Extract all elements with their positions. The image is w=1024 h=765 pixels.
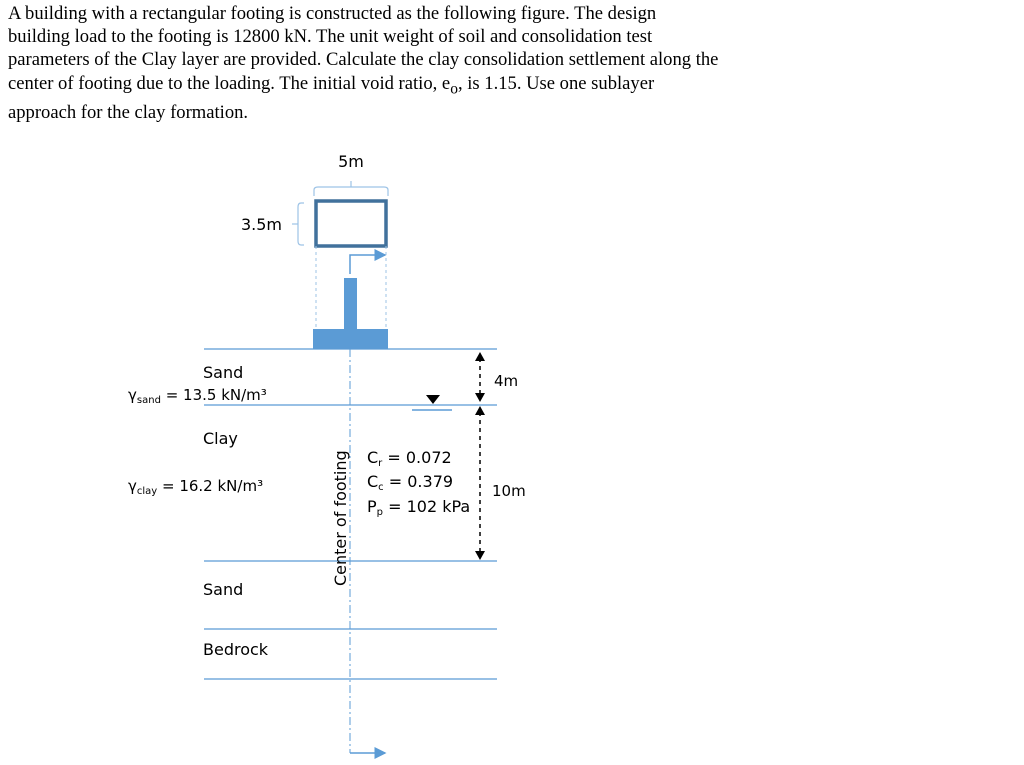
- clay-depth-arrow-up: [475, 406, 485, 415]
- void-ratio-subscript: o: [450, 80, 458, 98]
- bedrock-label: Bedrock: [203, 640, 269, 659]
- footing-length-label: 3.5m: [240, 215, 282, 234]
- clay-depth-arrow-down: [475, 551, 485, 560]
- gamma-clay-label: $\gamma_{clay} = 16.2$ kN/m³: [128, 477, 264, 497]
- sand-depth-arrow-down: [475, 393, 485, 402]
- sand-depth-arrow-up: [475, 352, 485, 361]
- width-dimension-bracket: [314, 187, 388, 196]
- footing-column: [344, 278, 357, 330]
- pp-label: Pp = 102 kPa: [367, 497, 471, 518]
- section-arrow-top: [350, 255, 385, 274]
- sand-depth-label: 4m: [494, 372, 519, 390]
- footing-plan-view: [316, 201, 386, 246]
- footing-base: [313, 329, 388, 349]
- problem-text-end: , is 1.15. Use one sublayer approach for the clay formation.: [8, 72, 655, 123]
- sand-bottom-label: Sand: [203, 580, 244, 599]
- sand-top-label: Sand: [203, 363, 244, 382]
- footing-width-label: 5m: [338, 152, 364, 171]
- gamma-sand-label: $\gamma_{sand} = 13.5$ kN/m³: [128, 386, 267, 406]
- centerline-label: Center of footing: [331, 450, 350, 586]
- water-table-icon: [426, 395, 440, 404]
- cc-label: Cc = 0.379: [367, 472, 454, 493]
- clay-label: Clay: [203, 429, 238, 448]
- cr-label: Cr = 0.072: [367, 448, 452, 469]
- problem-text-main: A building with a rectangular footing is constructed as the following figure. The design building load to the footing is 12800 kN. The unit weight of soil and consolidation test parameters of the Clay layer are provided. Calculate the clay consolidation settlement along the center of footing due to the loading. The initial void ratio, e: [8, 3, 719, 94]
- length-dimension-bracket: [298, 203, 304, 245]
- clay-depth-label: 10m: [492, 482, 526, 500]
